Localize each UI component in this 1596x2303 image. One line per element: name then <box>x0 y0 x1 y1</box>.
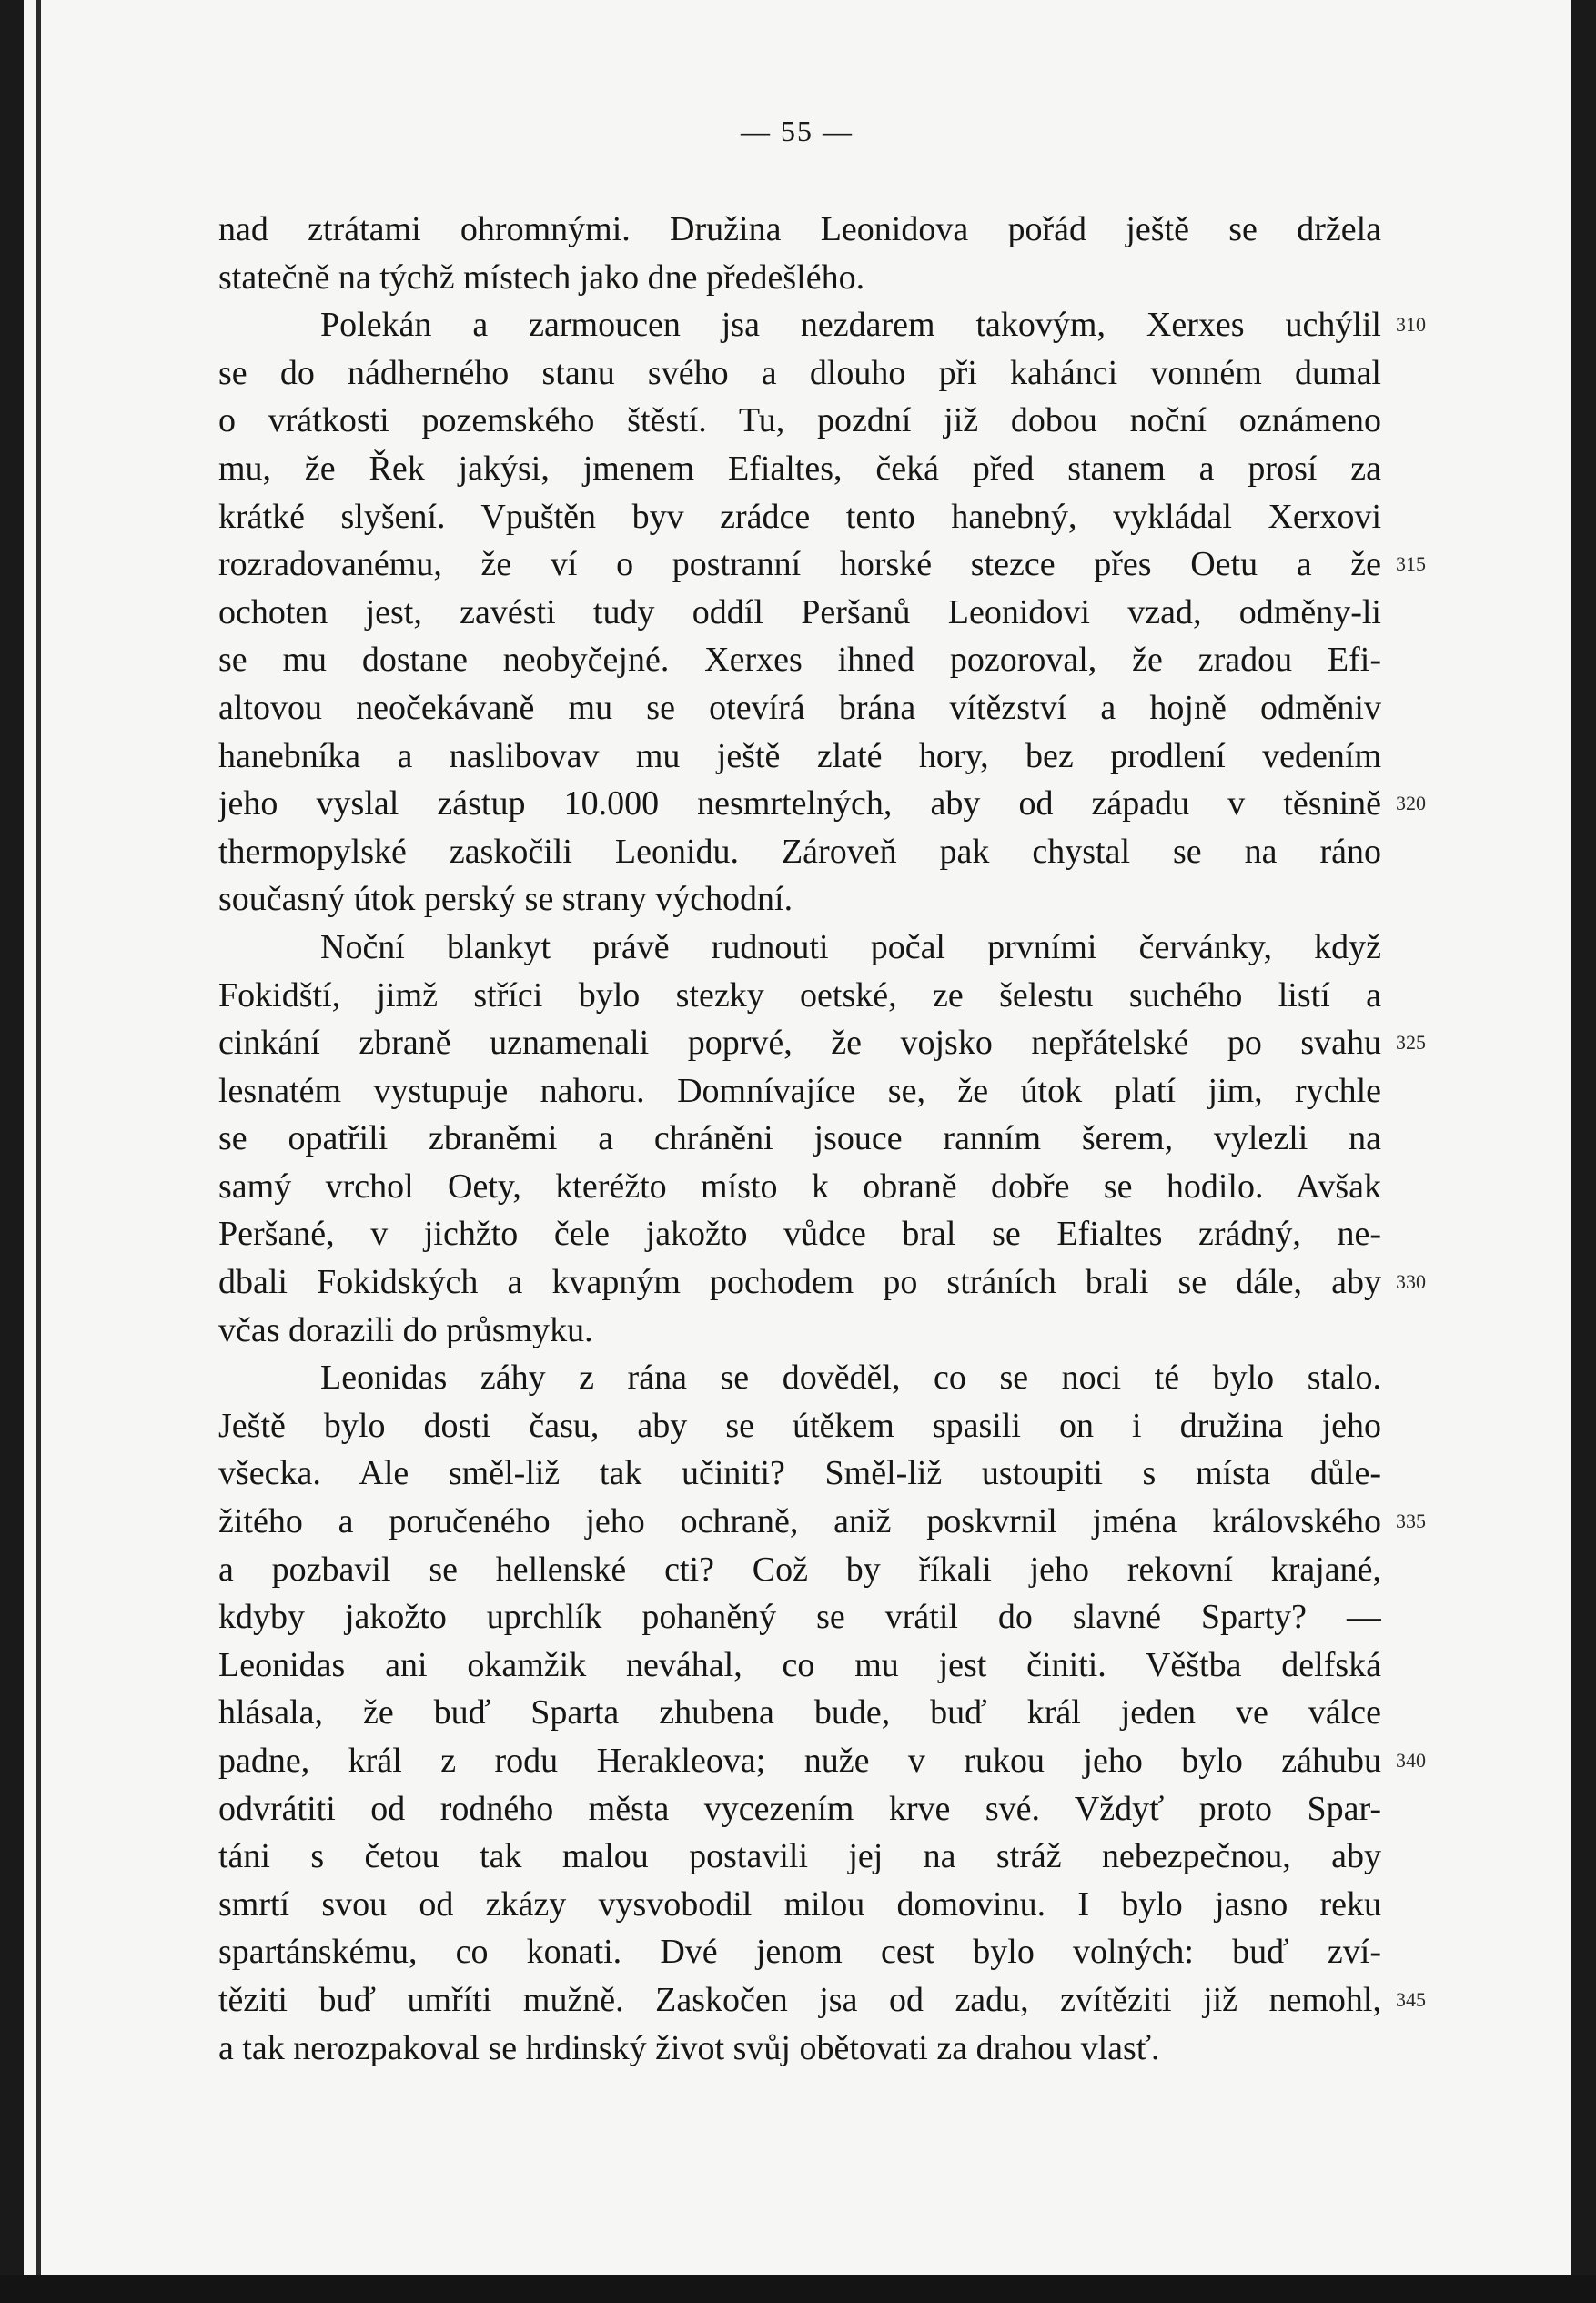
text-line: a pozbavil se hellenské cti? Což by říkali jeho rekovní krajané, <box>218 1550 1381 1589</box>
text-line: rozradovanému, že ví o postranní horské stezce přes Oetu a že <box>218 545 1381 584</box>
margin-line-number: 340 <box>1396 1749 1426 1772</box>
text-line: se opatřili zbraněmi a chráněni jsouce ranním šerem, vylezli na <box>218 1119 1381 1158</box>
text-line: spartánskému, co konati. Dvé jenom cest bylo volných: buď zví- <box>218 1933 1381 1972</box>
text-line: Polekán a zarmoucen jsa nezdarem takovým, Xerxes uchýlil <box>320 306 1381 345</box>
text-line: se mu dostane neobyčejné. Xerxes ihned pozoroval, že zradou Efi- <box>218 641 1381 680</box>
text-line: současný útok perský se strany východní. <box>218 880 793 919</box>
margin-line-number: 335 <box>1396 1510 1426 1532</box>
text-line: hlásala, že buď Sparta zhubena bude, buď král jeden ve válce <box>218 1693 1381 1732</box>
text-line: táni s četou tak malou postavili jej na stráž nebezpečnou, aby <box>218 1837 1381 1876</box>
text-line: jeho vyslal zástup 10.000 nesmrtelných, aby od západu v těsnině <box>218 784 1381 823</box>
text-line: lesnatém vystupuje nahoru. Domnívajíce se, že útok platí jim, rychle <box>218 1071 1381 1110</box>
text-line: těziti buď umříti mužně. Zaskočen jsa od zadu, zvítěziti již nemohl, <box>218 1980 1381 2019</box>
text-line: Fokidští, jimž stříci bylo stezky oetské, ze šelestu suchého listí a <box>218 975 1381 1015</box>
text-line: nad ztrátami ohromnými. Družina Leonidova pořád ještě se držela <box>218 210 1381 248</box>
text-line: Peršané, v jichžto čele jakožto vůdce bral se Efialtes zrádný, ne- <box>218 1215 1381 1254</box>
text-line: Leonidas ani okamžik neváhal, co mu jest činiti. Věštba delfská <box>218 1645 1381 1684</box>
text-line: smrtí svou od zkázy vysvobodil milou domovinu. I bylo jasno reku <box>218 1884 1381 1924</box>
text-line: padne, král z rodu Herakleova; nuže v rukou jeho bylo záhubu <box>218 1742 1381 1780</box>
page-number: — 55 — <box>741 115 854 147</box>
text-line: odvrátiti od rodného města vycezením krve své. Vždyť proto Spar- <box>218 1789 1381 1828</box>
text-line: o vrátkosti pozemského štěstí. Tu, pozdní již dobou noční oznámeno <box>218 401 1381 440</box>
text-line: samý vrchol Oety, kteréžto místo k obraně dobře se hodilo. Avšak <box>218 1167 1381 1206</box>
text-line: ochoten jest, zavésti tudy oddíl Peršanů Leonidovi vzad, odměny-li <box>218 592 1381 631</box>
margin-line-number: 345 <box>1396 1988 1426 2011</box>
text-line: včas dorazili do průsmyku. <box>218 1310 593 1349</box>
text-line: žitého a poručeného jeho ochraně, aniž poskvrnil jména královského <box>218 1502 1381 1541</box>
text-line: kdyby jakožto uprchlík pohaněný se vrátil do slavné Sparty? — <box>218 1598 1381 1637</box>
text-line: cinkání zbraně uznamenali poprvé, že vojsko nepřátelské po svahu <box>218 1024 1381 1063</box>
text-line: a tak nerozpakoval se hrdinský život svůj obětovati za drahou vlasť. <box>218 2028 1160 2067</box>
text-line: všecka. Ale směl-liž tak učiniti? Směl-liž ustoupiti s místa důle- <box>218 1454 1381 1493</box>
text-line: Noční blankyt právě rudnouti počal prvními červánky, když <box>320 927 1381 966</box>
text-line: thermopylské zaskočili Leonidu. Zároveň pak chystal se na ráno <box>218 832 1381 871</box>
text-line: Ještě bylo dosti času, aby se útěkem spasili on i družina jeho <box>218 1406 1381 1445</box>
margin-line-number: 315 <box>1396 552 1426 575</box>
text-line: mu, že Řek jakýsi, jmenem Efialtes, čeká před stanem a prosí za <box>218 449 1381 488</box>
text-line: hanebníka a naslibovav mu ještě zlaté hory, bez prodlení vedením <box>218 736 1381 775</box>
text-line: statečně na týchž místech jako dne předešlého. <box>218 258 865 297</box>
body-text <box>218 206 1381 2072</box>
text-line: altovou neočekávaně mu se otevírá brána vítězství a hojně odměniv <box>218 688 1381 727</box>
text-line: krátké slyšení. Vpuštěn byv zrádce tento hanebný, vykládal Xerxovi <box>218 497 1381 536</box>
page-binding-edge <box>36 0 41 2275</box>
book-page <box>24 0 1571 2275</box>
scan-bottom-edge <box>0 2275 1596 2303</box>
margin-line-number: 310 <box>1396 313 1426 336</box>
text-line: Leonidas záhy z rána se dověděl, co se noci té bylo stalo. <box>320 1359 1381 1398</box>
margin-line-number: 330 <box>1396 1270 1426 1293</box>
margin-line-number: 325 <box>1396 1031 1426 1054</box>
text-line: dbali Fokidských a kvapným pochodem po stráních brali se dále, aby <box>218 1263 1381 1302</box>
margin-line-number: 320 <box>1396 792 1426 814</box>
text-line: se do nádherného stanu svého a dlouho při kahánci vonném dumal <box>218 353 1381 392</box>
